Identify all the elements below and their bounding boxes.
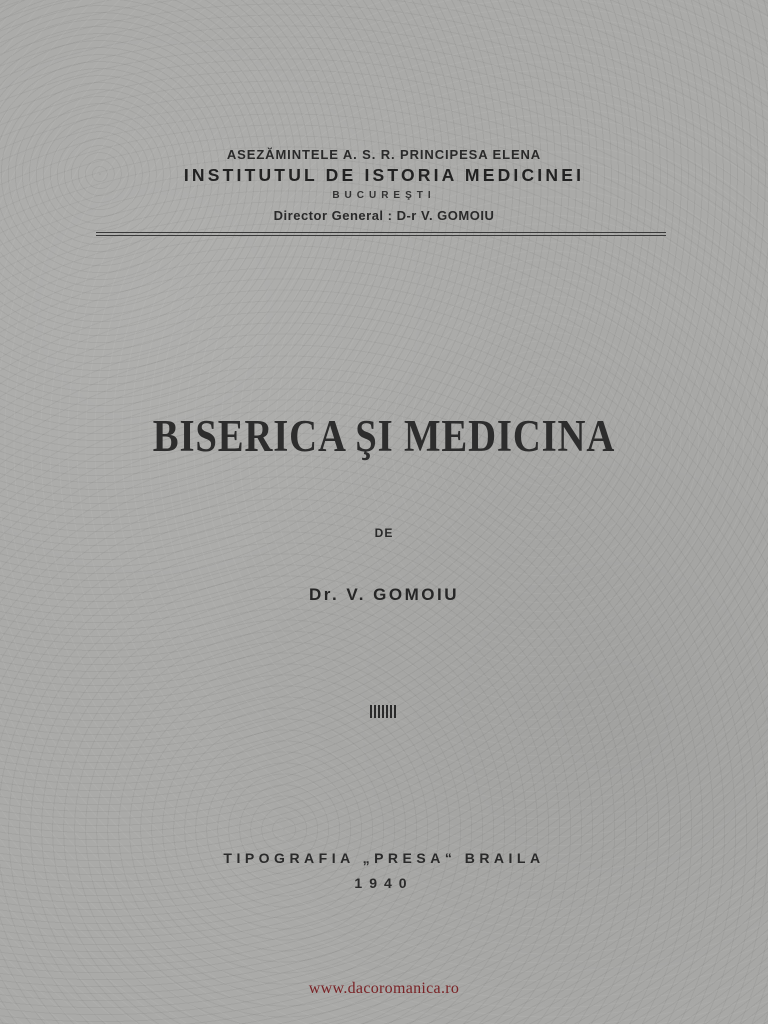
printer-ornament: [370, 705, 396, 718]
book-title: BISERICA ŞI MEDICINA: [152, 411, 616, 461]
header-divider-top: [96, 232, 666, 233]
publication-year: 1940: [354, 875, 414, 891]
author-name: Dr. V. GOMOIU: [309, 585, 459, 604]
institute-name: INSTITUTUL DE ISTORIA MEDICINEI: [183, 165, 585, 185]
website-watermark[interactable]: www.dacoromanica.ro: [308, 980, 460, 997]
publisher-city: BUCUREŞTI: [332, 190, 436, 201]
publisher-organization: ASEZĂMINTELE A. S. R. PRINCIPESA ELENA: [226, 147, 542, 162]
header-divider-bottom: [96, 235, 666, 236]
director-general: Director General : D-r V. GOMOIU: [273, 208, 495, 223]
printer-imprint: TIPOGRAFIA „PRESA“ BRAILA: [223, 850, 545, 866]
byline-preposition: DE: [374, 526, 394, 540]
